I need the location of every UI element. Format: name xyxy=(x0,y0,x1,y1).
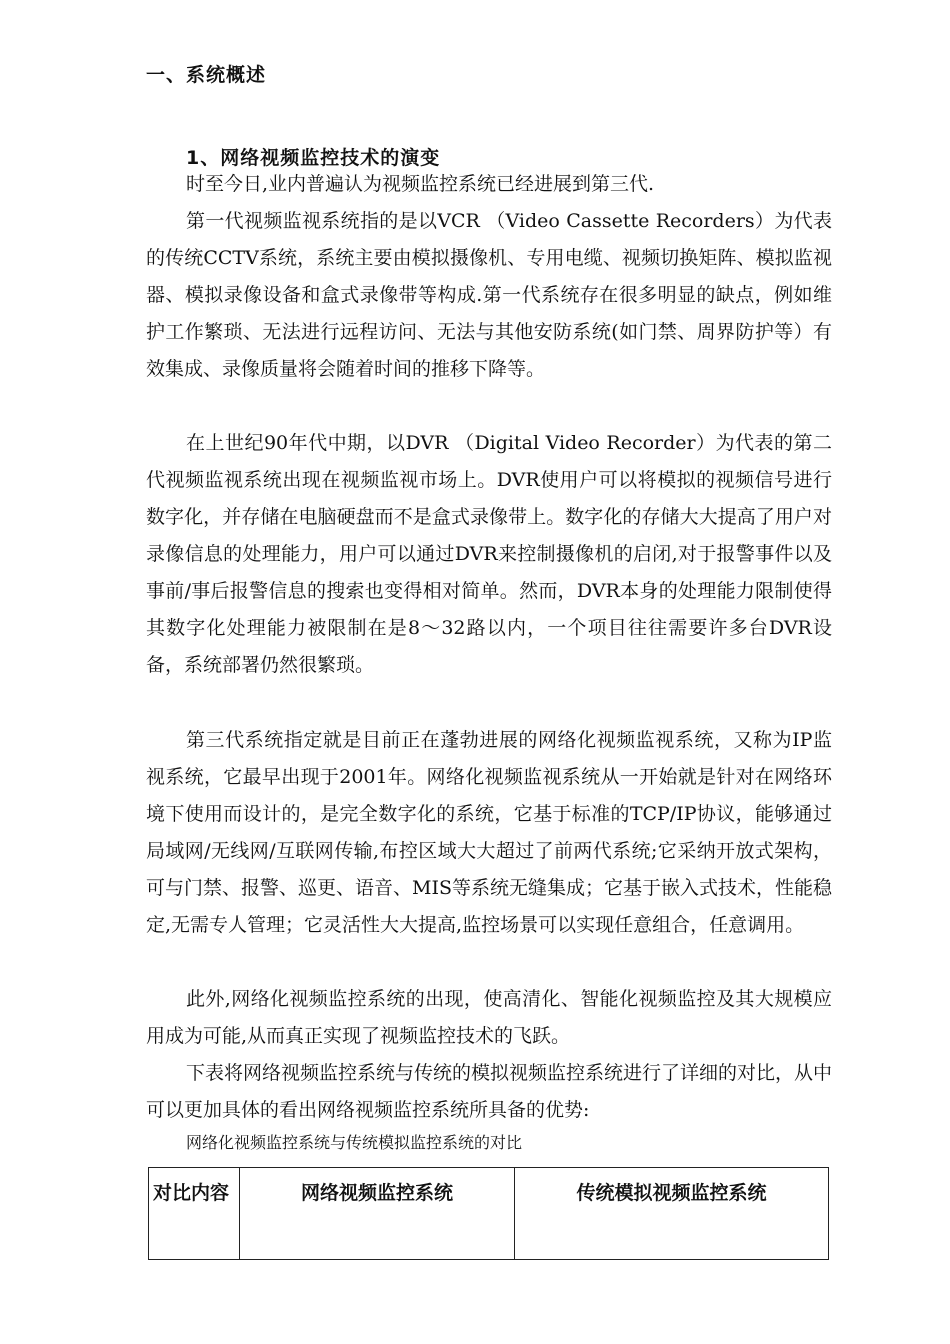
header-network-system: 网络视频监控系统 xyxy=(240,1168,515,1260)
comparison-table xyxy=(148,1167,829,1260)
paragraph-first-generation: 第一代视频监视系统指的是以VCR （Video Cassette Recorders）为代表的传统CCTV系统，系统主要由模拟摄像机、专用电缆、视频切换矩阵、模拟监视器、模拟录像设备和盒式录像带等构成.第一代系统存在很多明显的缺点，例如维护工作繁琐、无法进行远程访问、无法与其他安防系统(如门禁、周界防护等）有效集成、录像质量将会随着时间的推移下降等。 xyxy=(146,210,832,380)
subsection-heading: 1、网络视频监控技术的演变 xyxy=(186,147,441,169)
paragraph-third-generation: 第三代系统指定就是目前正在蓬勃进展的网络化视频监视系统，又称为IP监视系统，它最早出现于2001年。网络化视频监视系统从一开始就是针对在网络环境下使用而设计的，是完全数字化的系统，它基于标准的TCP/IP协议，能够通过局域网/无线网/互联网传输,布控区域大大超过了前两代系统;它采纳开放式架构，可与门禁、报警、巡更、语音、MIS等系统无缝集成；它基于嵌入式技术，性能稳定,无需专人管理；它灵活性大大提高,监控场景可以实现任意组合，任意调用。 xyxy=(146,729,832,936)
paragraph-table-intro: 下表将网络视频监控系统与传统的模拟视频监控系统进行了详细的对比，从中可以更加具体的看出网络视频监控系统所具备的优势: xyxy=(146,1062,833,1121)
table-header-row xyxy=(149,1168,829,1260)
header-comparison-item: 对比内容 xyxy=(149,1168,240,1260)
header-analog-system: 传统模拟视频监控系统 xyxy=(515,1168,829,1260)
section-heading: 一、系统概述 xyxy=(146,64,267,86)
table-caption: 网络化视频监控系统与传统模拟监控系统的对比 xyxy=(186,1135,523,1152)
paragraph-second-generation: 在上世纪90年代中期，以DVR （Digital Video Recorder）为代表的第二代视频监视系统出现在视频监视市场上。DVR使用户可以将模拟的视频信号进行数字化，并存储在电脑硬盘而不是盒式录像带上。数字化的存储大大提高了用户对录像信息的处理能力，用户可以通过DVR来控制摄像机的启闭,对于报警事件以及事前/事后报警信息的搜索也变得相对简单。然而，DVR本身的处理能力限制使得其数字化处理能力被限制在是8～32路以内，一个项目往往需要许多台DVR设备，系统部署仍然很繁琐。 xyxy=(146,432,832,676)
paragraph-additional: 此外,网络化视频监控系统的出现，使高清化、智能化视频监控及其大规模应用成为可能,从而真正实现了视频监控技术的飞跃。 xyxy=(146,988,832,1047)
paragraph-intro: 时至今日,业内普遍认为视频监控系统已经进展到第三代. xyxy=(186,173,655,195)
